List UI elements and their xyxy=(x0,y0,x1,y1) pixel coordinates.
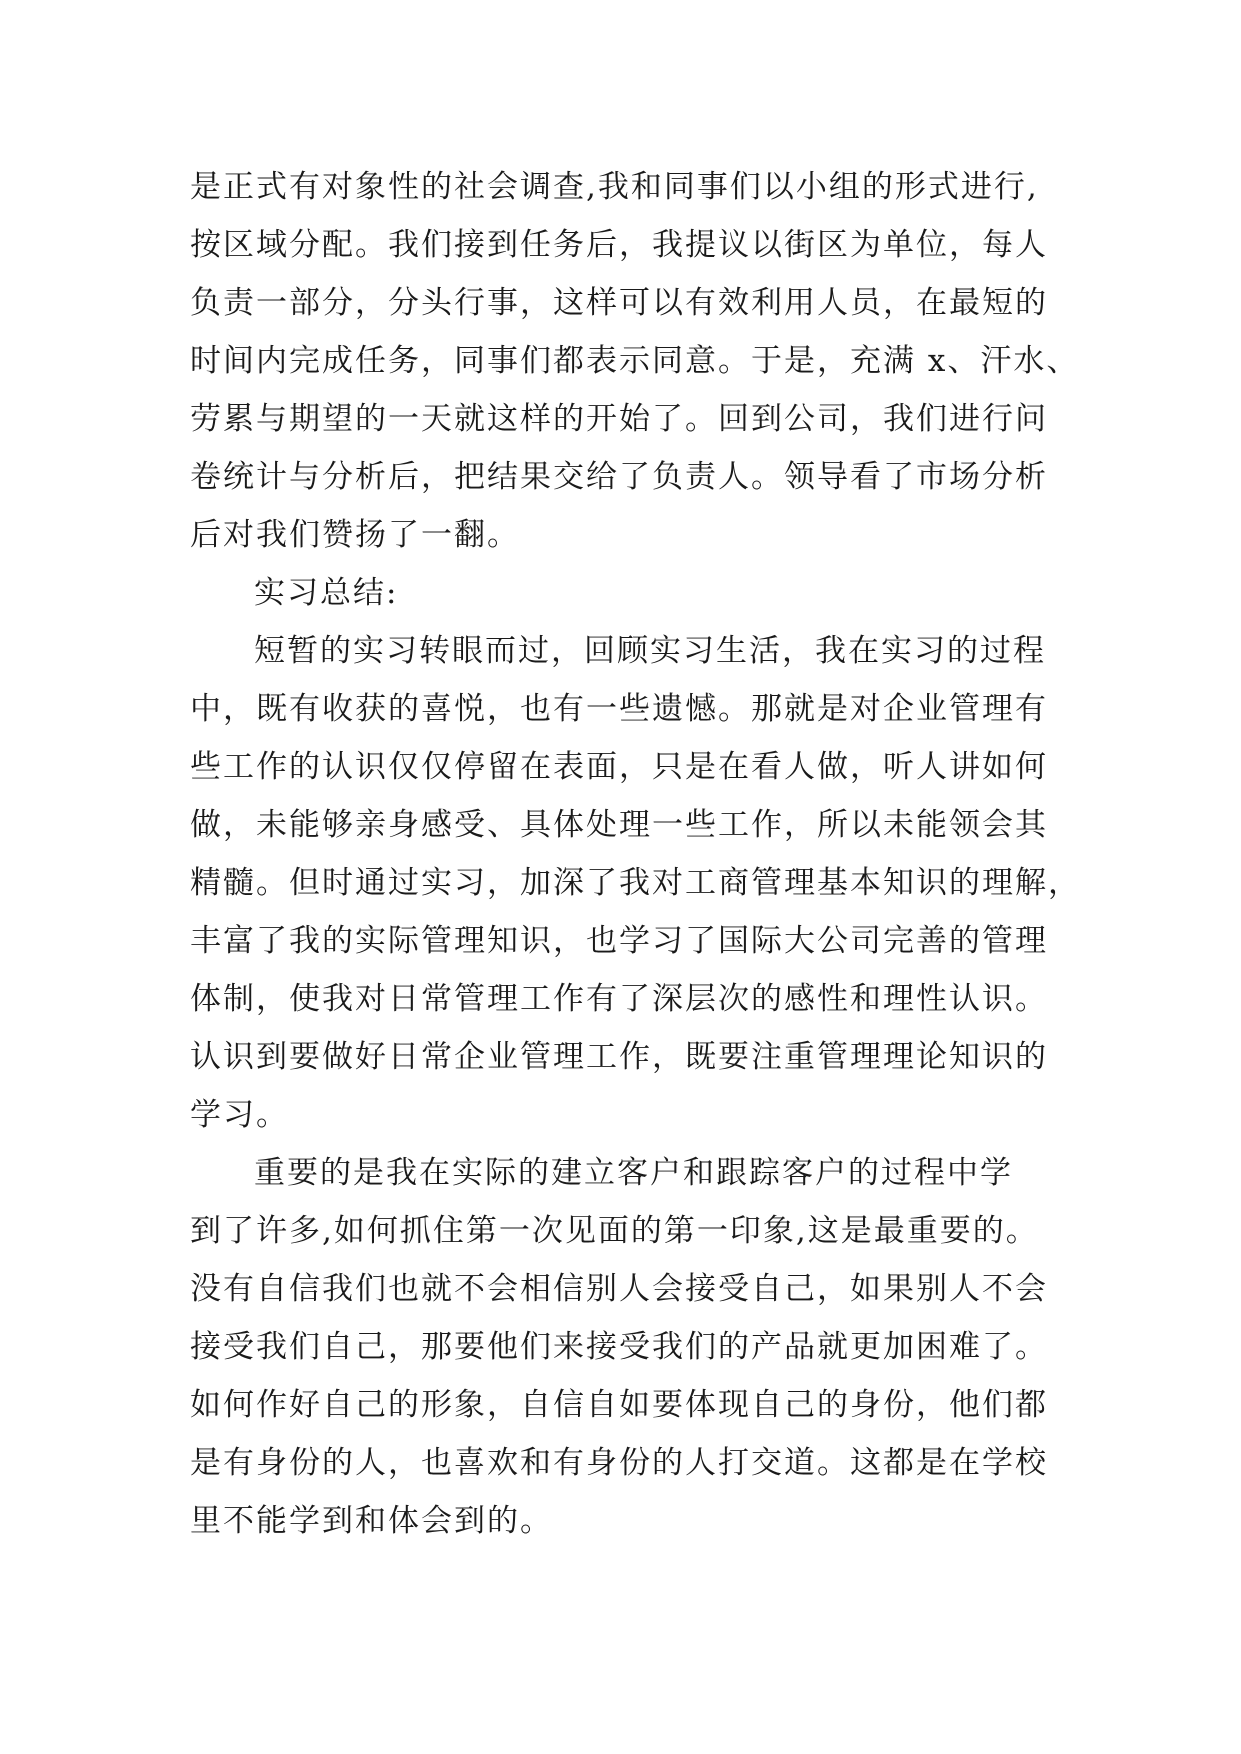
text-line: 重要的是我在实际的建立客户和跟踪客户的过程中学 xyxy=(254,1155,1013,1191)
text-line: 精髓。但时通过实习，加深了我对工商管理基本知识的理解， xyxy=(190,865,1081,901)
text-line: 后对我们赞扬了一翻。 xyxy=(190,517,520,553)
text-line: 负责一部分，分头行事，这样可以有效利用人员，在最短的 xyxy=(190,285,1048,321)
paragraph-customers xyxy=(190,1144,1080,1550)
text-line: 做，未能够亲身感受、具体处理一些工作，所以未能领会其 xyxy=(190,807,1048,843)
text-line: 到了许多,如何抓住第一次见面的第一印象,这是最重要的。 xyxy=(190,1213,1039,1249)
text-line: 是有身份的人，也喜欢和有身份的人打交道。这都是在学校 xyxy=(190,1445,1048,1481)
text-line: 如何作好自己的形象，自信自如要体现自己的身份，他们都 xyxy=(190,1387,1048,1423)
text-line: 些工作的认识仅仅停留在表面，只是在看人做，听人讲如何 xyxy=(190,749,1048,785)
text-line: 认识到要做好日常企业管理工作，既要注重管理理论知识的 xyxy=(190,1039,1048,1075)
text-line: 接受我们自己，那要他们来接受我们的产品就更加困难了。 xyxy=(190,1329,1048,1365)
text-line: 劳累与期望的一天就这样的开始了。回到公司，我们进行问 xyxy=(190,401,1048,437)
heading-line: 实习总结: xyxy=(254,575,399,611)
text-line: 按区域分配。我们接到任务后，我提议以街区为单位，每人 xyxy=(190,227,1048,263)
text-line: 丰富了我的实际管理知识，也学习了国际大公司完善的管理 xyxy=(190,923,1048,959)
text-line: 中，既有收获的喜悦，也有一些遗憾。那就是对企业管理有 xyxy=(190,691,1048,727)
text-line: 里不能学到和体会到的。 xyxy=(190,1503,553,1539)
paragraph-summary xyxy=(190,622,1080,1144)
text-line: 短暂的实习转眼而过，回顾实习生活，我在实习的过程 xyxy=(254,633,1046,669)
section-heading-summary xyxy=(190,564,1080,622)
text-line: 学习。 xyxy=(190,1097,289,1133)
text-line: 没有自信我们也就不会相信别人会接受自己，如果别人不会 xyxy=(190,1271,1048,1307)
text-line: 体制，使我对日常管理工作有了深层次的感性和理性认识。 xyxy=(190,981,1048,1017)
text-line: 卷统计与分析后，把结果交给了负责人。领导看了市场分析 xyxy=(190,459,1048,495)
text-line: 时间内完成任务，同事们都表示同意。于是，充满 x、汗水、 xyxy=(190,343,1080,379)
document-body xyxy=(190,158,1080,1550)
text-line: 是正式有对象性的社会调查,我和同事们以小组的形式进行, xyxy=(190,169,1039,205)
paragraph-survey xyxy=(190,158,1080,564)
